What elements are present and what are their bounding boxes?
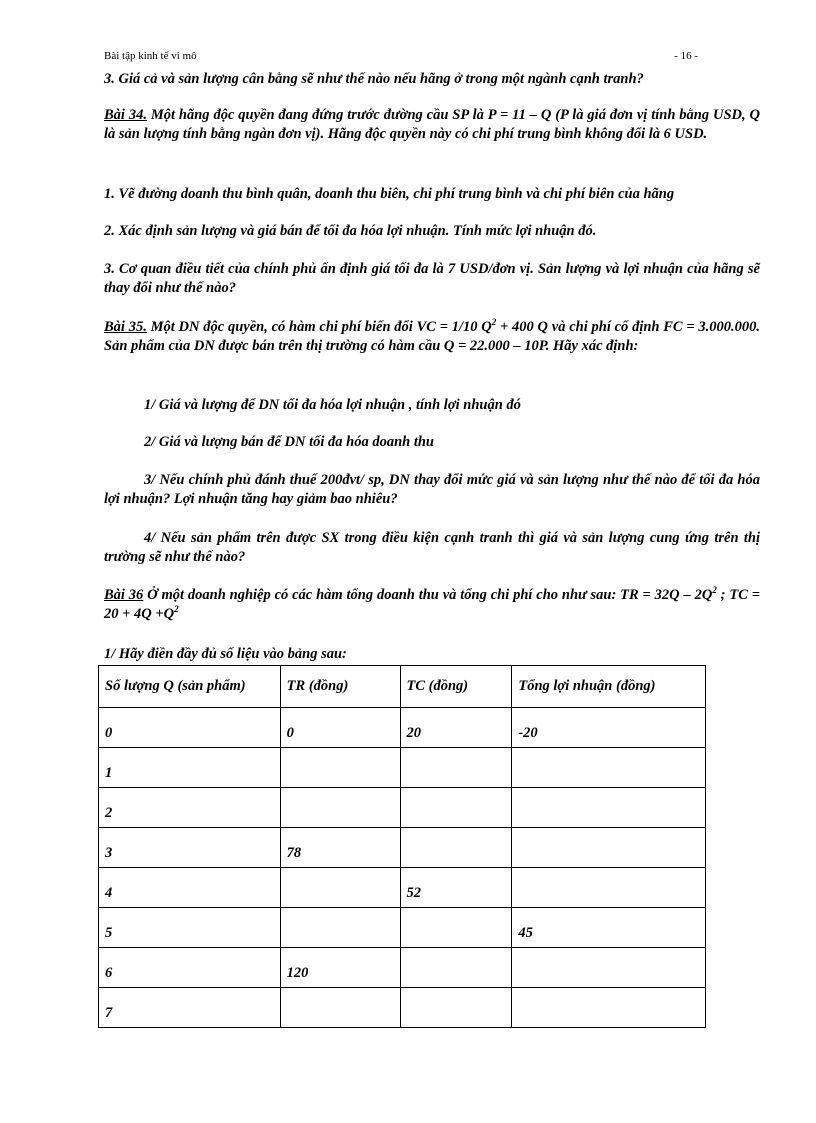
- bai35-label: Bài 35.: [104, 319, 147, 335]
- cell-tc: [400, 788, 512, 828]
- table-row: [99, 748, 706, 788]
- bai36-sup-a: 2: [712, 585, 717, 596]
- bai36-intro-b: ; TC = 20 + 4Q +Q: [104, 587, 761, 622]
- cell-q: 3: [99, 828, 281, 868]
- bai35-intro-b: + 400 Q và chi phí cố định FC = 3.000.000. Sản phẩm của DN được bán trên thị trường có hàm cầu Q = 22.000 – 10P. Hãy xác định:: [104, 319, 760, 354]
- bai34-question-3: 3. Cơ quan điều tiết của chính phủ ấn định giá tối đa là 7 USD/đơn vị. Sản lượng và lợi nhuận của hãng sẽ thay đổi như thế nào?: [104, 261, 760, 296]
- question-3-previous: 3. Giá cả và sản lượng cân bằng sẽ như thế nào nếu hãng ở trong một ngành cạnh tranh?: [104, 71, 644, 87]
- cell-tr: [280, 868, 400, 908]
- header-quantity: Số lượng Q (sản phẩm): [99, 666, 281, 708]
- table-row: [99, 988, 706, 1028]
- cell-profit: [512, 868, 706, 908]
- cell-tc: [400, 908, 512, 948]
- bai34-intro: [104, 106, 760, 144]
- bai36-label: Bài 36: [104, 587, 144, 603]
- cell-tr: 78: [280, 828, 400, 868]
- cell-q: 1: [99, 748, 281, 788]
- table-row: [99, 708, 706, 748]
- cell-profit: -20: [512, 708, 706, 748]
- table-row: [99, 948, 706, 988]
- bai35-question-2: 2/ Giá và lượng bán để DN tối đa hóa doanh thu: [144, 434, 434, 450]
- cell-q: 0: [99, 708, 281, 748]
- bai34-intro-text: Một hãng độc quyền đang đứng trước đường cầu SP là P = 11 – Q (P là giá đơn vị tính bằng USD, Q là sản lượng tính bằng ngàn đơn vị). Hãng độc quyền này có chi phí trung bình không đổi là 6 USD.: [104, 107, 760, 142]
- cell-q: 4: [99, 868, 281, 908]
- cell-q: 7: [99, 988, 281, 1028]
- bai34-question-2: 2. Xác định sản lượng và giá bán để tối đa hóa lợi nhuận. Tính mức lợi nhuận đó.: [104, 223, 597, 239]
- bai34-question-1: 1. Vẽ đường doanh thu bình quân, doanh thu biên, chi phí trung bình và chi phí biên của hãng: [104, 186, 675, 202]
- header-tr: TR (đồng): [280, 666, 400, 708]
- table-header-row: [99, 666, 706, 708]
- cell-tc: 52: [400, 868, 512, 908]
- bai36-intro-a: Ở một doanh nghiệp có các hàm tổng doanh thu và tổng chi phí cho như sau: TR = 32Q – 2Q: [143, 587, 713, 603]
- header-tc: TC (đồng): [400, 666, 512, 708]
- cell-profit: [512, 988, 706, 1028]
- cell-tc: [400, 748, 512, 788]
- cell-profit: [512, 748, 706, 788]
- cell-tr: [280, 748, 400, 788]
- cell-q: 6: [99, 948, 281, 988]
- header-profit: Tổng lợi nhuận (đồng): [512, 666, 706, 708]
- bai35-question-1: 1/ Giá và lượng để DN tối đa hóa lợi nhuận , tính lợi nhuận đó: [144, 397, 521, 413]
- cell-tr: [280, 988, 400, 1028]
- bai35-sup: 2: [491, 317, 497, 328]
- cell-tr: [280, 788, 400, 828]
- bai35-intro-a: Một DN độc quyền, có hàm chi phí biến đổi VC = 1/10 Q: [146, 319, 492, 335]
- cell-tc: 20: [400, 708, 512, 748]
- cell-tc: [400, 988, 512, 1028]
- table-row: [99, 908, 706, 948]
- bai35-intro: [104, 318, 760, 356]
- bai35-question-3: 3/ Nếu chính phủ đánh thuế 200đvt/ sp, DN thay đổi mức giá và sản lượng như thế nào để tối đa hóa lợi nhuận? Lợi nhuận tăng hay giảm bao nhiêu?: [104, 472, 760, 507]
- bai36-question-1: 1/ Hãy điền đầy đủ số liệu vào bảng sau:: [104, 646, 347, 662]
- cell-profit: [512, 948, 706, 988]
- table-row: [99, 788, 706, 828]
- cell-tr: 120: [280, 948, 400, 988]
- cell-q: 5: [99, 908, 281, 948]
- cell-tc: [400, 948, 512, 988]
- cell-q: 2: [99, 788, 281, 828]
- cell-profit: 45: [512, 908, 706, 948]
- cell-tr: [280, 908, 400, 948]
- bai35-question-4: 4/ Nếu sản phẩm trên được SX trong điều kiện cạnh tranh thì giá và sản lượng cung ứng trên thị trường sẽ như thế nào?: [104, 530, 760, 565]
- page-header-title: Bài tập kinh tế vi mô: [104, 50, 197, 62]
- cell-tc: [400, 828, 512, 868]
- bai36-intro: [104, 586, 760, 624]
- page-number: - 16 -: [674, 50, 698, 62]
- bai34-label: Bài 34.: [104, 107, 147, 123]
- data-table: [98, 665, 706, 1028]
- cell-tr: 0: [280, 708, 400, 748]
- cell-profit: [512, 788, 706, 828]
- table-row: [99, 828, 706, 868]
- table-row: [99, 868, 706, 908]
- bai36-sup-b: 2: [174, 604, 179, 615]
- cell-profit: [512, 828, 706, 868]
